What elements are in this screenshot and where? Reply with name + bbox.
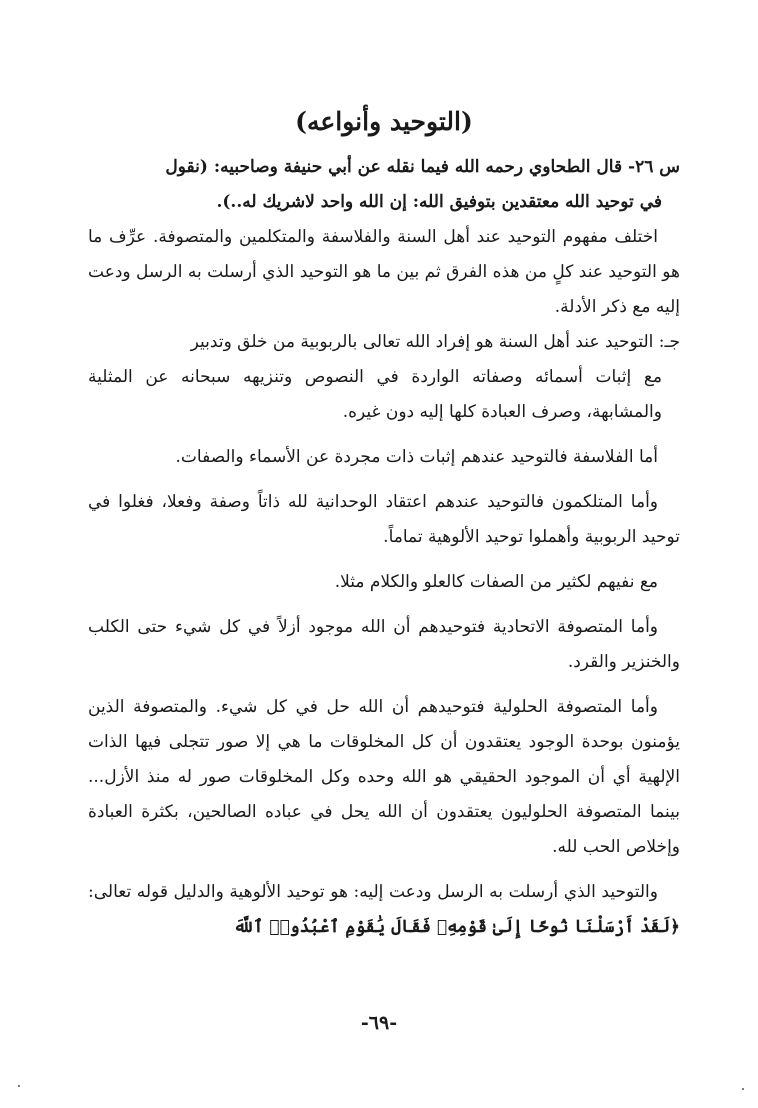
- page-number: -٦٩-: [360, 1012, 398, 1034]
- question-paragraph: [88, 150, 680, 220]
- answer-rest: مع إثبات أسمائه وصفاته الواردة في النصوص وتنزيهه سبحانه عن المثلية والمشابهة، وصرف العبادة كلها إليه دون غيره.: [88, 367, 662, 422]
- section-title: (التوحيد وأنواعه): [295, 107, 473, 136]
- ittihadiyya-paragraph: وأما المتصوفة الاتحادية فتوحيدهم أن الله موجود أزلاً في كل شيء حتى الكلب والخنزير والقرد.: [88, 617, 680, 672]
- scan-speck: [742, 1088, 744, 1090]
- mutakallimun-paragraph: وأما المتلكمون فالتوحيد عندهم اعتقاد الوحدانية لله ذاتاً وصفة وفعلا، فغلوا في توحيد الربوبية وأهملوا توحيد الألوهية تماماً.: [88, 492, 680, 547]
- negation-paragraph: مع نفيهم لكثير من الصفات كالعلو والكلام مثلا.: [334, 572, 658, 592]
- final-paragraph: [88, 875, 680, 945]
- question-line-1: س ٢٦- قال الطحاوي رحمه الله فيما نقله عن أبي حنيفة وصاحبيه: (نقول: [165, 157, 680, 177]
- answer-paragraph: [88, 325, 680, 430]
- philosophers-paragraph: أما الفلاسفة فالتوحيد عندهم إثبات ذات مجردة عن الأسماء والصفات.: [175, 447, 658, 467]
- final-paragraph-text: والتوحيد الذي أرسلت به الرسل ودعت إليه: هو توحيد الألوهية والدليل قوله تعالى:: [88, 882, 658, 902]
- intro-paragraph: اختلف مفهوم التوحيد عند أهل السنة والفلاسفة والمتكلمين والمتصوفة. عرِّف ما هو التوحيد عند كلٍ من هذه الفرق ثم بين ما هو التوحيد الذي أرسلت به الرسل ودعت إليه مع ذكر الأدلة.: [88, 227, 680, 317]
- hululiyya-paragraph: وأما المتصوفة الحلولية فتوحيدهم أن الله حل في كل شيء. والمتصوفة الذين يؤمنون بوحدة الوجود يعتقدون أن كل المخلوقات ما هي إلا صور تتجلى فيها الذات الإلهية أي أن الموجود الحقيقي هو الله وحده وكل المخلوقات صور له منذ الأزل... بينما المتصوفة الحلوليون يعتقدون أن الله يحل في عباده الصالحين، بكثرة العبادة وإخلاص الحب لله.: [88, 697, 680, 857]
- quran-verse: ﴿لَقَدْ أَرْسَلْنَا نُوحًا إِلَىٰ قَوْمِهِۦ فَقَالَ يَٰقَوْمِ ٱعْبُدُوا۟ ٱللَّهَ: [233, 917, 680, 937]
- page-content: [88, 100, 680, 945]
- answer-first-line: جـ: التوحيد عند أهل السنة هو إفراد الله تعالى بالربوبية من خلق وتدبير: [190, 332, 680, 352]
- scan-speck: [18, 1085, 20, 1087]
- question-line-2: في توحيد الله معتقدين بتوفيق الله: إن الله واحد لاشريك له..).: [216, 192, 662, 212]
